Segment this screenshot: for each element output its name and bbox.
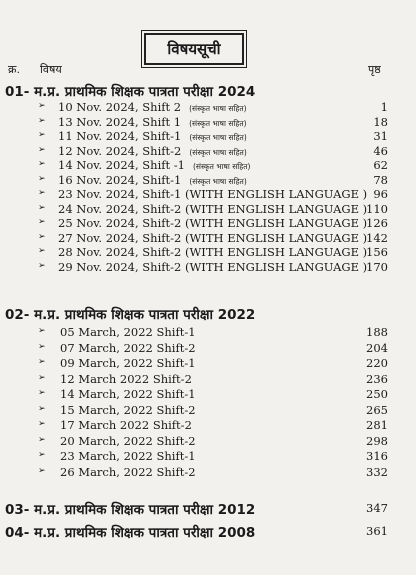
toc-entry [0, 158, 416, 172]
arrow-bullet-icon: ➢ [38, 419, 46, 429]
entry-text: 24 Nov. 2024, Shift-2 (WITH ENGLISH LANGUAGE ) [58, 201, 368, 216]
arrow-bullet-icon: ➢ [38, 246, 46, 256]
entry-text: 23 Nov. 2024, Shift-1 (WITH ENGLISH LANGUAGE ) [58, 187, 368, 201]
section-page-number: 361 [366, 524, 388, 538]
toc-entry [0, 173, 416, 187]
entry-text: 25 Nov. 2024, Shift-2 (WITH ENGLISH LANGUAGE ) [58, 216, 368, 230]
toc-entry [0, 418, 416, 432]
toc-entry [0, 100, 416, 114]
toc-entry [0, 187, 416, 201]
arrow-bullet-icon: ➢ [38, 231, 46, 242]
entry-text: 12 Nov. 2024, Shift-2 [58, 143, 182, 158]
entry-page-number: 18 [373, 114, 388, 129]
section-page-number: 347 [366, 501, 388, 515]
column-header-number: क्र. [8, 63, 20, 76]
entry-text: 15 March, 2022 Shift-2 [60, 402, 196, 417]
entry-label [58, 100, 247, 114]
entry-page-number: 170 [366, 259, 388, 274]
entry-note: (संस्कृत भाषा सहित) [189, 176, 247, 186]
toc-entry [0, 115, 416, 129]
arrow-bullet-icon: ➢ [38, 341, 46, 352]
arrow-bullet-icon: ➢ [38, 202, 46, 213]
entry-label [60, 418, 192, 432]
entry-note: (संस्कृत भाषा सहित) [193, 162, 251, 171]
toc-entry [0, 387, 416, 401]
toc-entry [0, 449, 416, 463]
entry-label [60, 341, 196, 355]
entry-text: 16 Nov. 2024, Shift-1 [58, 172, 182, 187]
entry-text: 14 March, 2022 Shift-1 [60, 387, 196, 401]
toc-entry [0, 260, 416, 274]
entry-label [58, 216, 367, 230]
entry-text: 12 March 2022 Shift-2 [60, 371, 192, 386]
arrow-bullet-icon: ➢ [38, 403, 46, 414]
entry-label [58, 245, 367, 259]
entry-page-number: 78 [373, 172, 388, 187]
entry-page-number: 156 [366, 245, 388, 259]
column-header-page: पृष्ठ [368, 63, 381, 76]
entry-label [58, 173, 247, 187]
entry-label [58, 144, 247, 158]
arrow-bullet-icon: ➢ [38, 326, 46, 336]
entry-label [58, 129, 247, 143]
entry-text: 05 March, 2022 Shift-1 [60, 325, 196, 339]
arrow-bullet-icon: ➢ [38, 130, 46, 140]
section-heading: 02- म.प्र. प्राथमिक शिक्षक पात्रता परीक्षा 2022 [5, 307, 256, 323]
toc-entry [0, 144, 416, 158]
entry-text: 23 March, 2022 Shift-1 [60, 449, 196, 463]
section-heading: 03- म.प्र. प्राथमिक शिक्षक पात्रता परीक्षा 2012 [5, 502, 256, 518]
toc-entry [0, 202, 416, 216]
entry-page-number: 281 [366, 418, 388, 432]
entry-page-number: 126 [366, 216, 388, 230]
arrow-bullet-icon: ➢ [38, 115, 46, 126]
entry-label [58, 260, 367, 274]
toc-entry [0, 434, 416, 448]
entry-page-number: 236 [366, 371, 388, 386]
entry-label [60, 356, 196, 370]
entry-page-number: 332 [366, 464, 388, 479]
entry-label [58, 158, 250, 172]
toc-entry [0, 216, 416, 230]
entry-label [60, 434, 196, 448]
entry-text: 11 Nov. 2024, Shift-1 [58, 129, 182, 143]
entry-label [58, 202, 367, 216]
entry-note: (संस्कृत भाषा सहित) [189, 133, 247, 142]
toc-entry [0, 356, 416, 370]
section-heading: 04- म.प्र. प्राथमिक शिक्षक पात्रता परीक्षा 2008 [5, 525, 256, 541]
entry-text: 26 March, 2022 Shift-2 [60, 464, 196, 479]
entry-text: 20 March, 2022 Shift-2 [60, 433, 196, 448]
section-heading: 01- म.प्र. प्राथमिक शिक्षक पात्रता परीक्षा 2024 [5, 84, 256, 100]
arrow-bullet-icon: ➢ [38, 434, 46, 445]
entry-label [60, 403, 196, 417]
toc-entry [0, 403, 416, 417]
entry-text: 10 Nov. 2024, Shift 2 [58, 100, 182, 114]
entry-note: (संस्कृत भाषा सहित) [189, 147, 247, 157]
column-header-subject: विषय [40, 63, 62, 76]
entry-page-number: 220 [366, 356, 388, 370]
entry-page-number: 62 [373, 158, 388, 172]
entry-text: 09 March, 2022 Shift-1 [60, 356, 196, 370]
entry-page-number: 96 [373, 187, 388, 201]
arrow-bullet-icon: ➢ [38, 372, 46, 383]
entry-page-number: 46 [373, 143, 388, 158]
entry-page-number: 250 [366, 387, 388, 401]
arrow-bullet-icon: ➢ [38, 173, 46, 184]
toc-entry [0, 341, 416, 355]
arrow-bullet-icon: ➢ [38, 450, 46, 460]
entry-page-number: 298 [366, 433, 388, 448]
entry-text: 28 Nov. 2024, Shift-2 (WITH ENGLISH LANGUAGE ) [58, 245, 368, 259]
toc-entry [0, 325, 416, 339]
arrow-bullet-icon: ➢ [38, 101, 46, 111]
arrow-bullet-icon: ➢ [38, 217, 46, 227]
entry-page-number: 188 [366, 325, 388, 339]
entry-text: 07 March, 2022 Shift-2 [60, 340, 196, 355]
entry-label [60, 449, 196, 463]
entry-label [60, 372, 192, 386]
entry-label [58, 187, 367, 201]
entry-note: (संस्कृत भाषा सहित) [189, 104, 247, 113]
toc-entry [0, 231, 416, 245]
entry-note: (संस्कृत भाषा सहित) [189, 118, 247, 128]
entry-label [60, 325, 196, 339]
arrow-bullet-icon: ➢ [38, 357, 46, 367]
entry-text: 14 Nov. 2024, Shift -1 [58, 158, 185, 172]
entry-page-number: 110 [366, 201, 388, 216]
entry-page-number: 316 [366, 449, 388, 463]
entry-text: 27 Nov. 2024, Shift-2 (WITH ENGLISH LANGUAGE ) [58, 230, 368, 245]
entry-label [60, 465, 196, 479]
arrow-bullet-icon: ➢ [38, 260, 46, 271]
arrow-bullet-icon: ➢ [38, 144, 46, 155]
entry-text: 29 Nov. 2024, Shift-2 (WITH ENGLISH LANGUAGE ) [58, 259, 368, 274]
toc-entry [0, 129, 416, 143]
entry-page-number: 204 [366, 340, 388, 355]
arrow-bullet-icon: ➢ [38, 465, 46, 476]
entry-page-number: 1 [380, 100, 388, 114]
entry-page-number: 142 [366, 230, 388, 245]
arrow-bullet-icon: ➢ [38, 188, 46, 198]
entry-label [58, 115, 247, 129]
arrow-bullet-icon: ➢ [38, 388, 46, 398]
entry-text: 17 March 2022 Shift-2 [60, 418, 192, 432]
entry-page-number: 265 [366, 402, 388, 417]
entry-page-number: 31 [373, 129, 388, 143]
arrow-bullet-icon: ➢ [38, 159, 46, 169]
toc-entry [0, 245, 416, 259]
toc-entry [0, 372, 416, 386]
entry-text: 13 Nov. 2024, Shift 1 [58, 114, 182, 129]
entry-label [60, 387, 196, 401]
entry-label [58, 231, 367, 245]
toc-entry [0, 465, 416, 479]
contents-title: विषयसूची [144, 33, 244, 65]
